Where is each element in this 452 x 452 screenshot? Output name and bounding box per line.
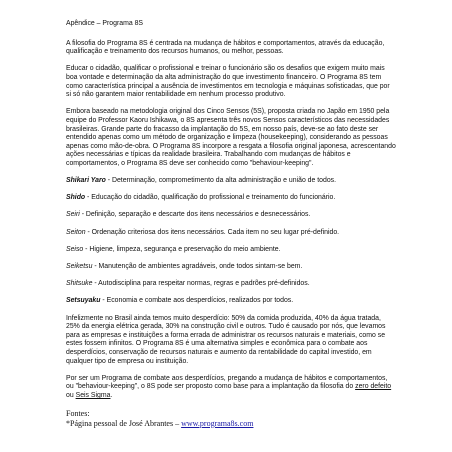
source-text: *Página pessoal de José Abrantes – xyxy=(66,418,182,428)
document-page xyxy=(66,20,396,428)
sense-description: - Educação do cidadão, qualificação do profissional e treinamento do funcionário. xyxy=(85,194,336,202)
sense-description: - Economia e combate aos desperdícios, realizados por todos. xyxy=(100,297,294,305)
sense-description: - Autodisciplina para respeitar normas, regras e padrões pré-definidos. xyxy=(92,280,310,288)
paragraph-conclusion xyxy=(66,375,396,401)
conclusion-connector: ou xyxy=(66,391,76,399)
sense-item xyxy=(66,297,396,306)
sense-item xyxy=(66,263,396,272)
sense-description: - Manutenção de ambientes agradáveis, onde todos sintam-se bem. xyxy=(92,263,303,271)
sense-term: Seiso xyxy=(66,245,84,253)
sense-item xyxy=(66,229,396,238)
sense-item xyxy=(66,194,396,203)
conclusion-end: . xyxy=(110,391,113,399)
sense-term: Seiton xyxy=(66,228,86,236)
sources-label: Fontes: xyxy=(66,409,90,419)
six-sigma-link[interactable]: Seis Sigma xyxy=(75,391,111,399)
sense-item xyxy=(66,211,396,220)
sense-description: - Determinação, comprometimento da alta administração e união de todos. xyxy=(105,177,337,185)
conclusion-text: Por ser um Programa de combate aos desperdícios, pregando a mudança de hábitos e comportamentos, ou "behaviour-keeping", o 8S pode ser proposto como base para a implantação da filosofia do xyxy=(66,374,388,391)
sense-item xyxy=(66,280,396,289)
page-title: Apêndice – Programa 8S xyxy=(66,20,143,27)
sense-item xyxy=(66,246,396,255)
website-link[interactable]: www.programa8s.com xyxy=(181,418,254,428)
sense-item xyxy=(66,177,396,186)
paragraph-history: Embora baseado na metodologia original dos Cinco Sensos (5S), proposta criada no Japão em 1950 pela equipe do Professor Kaoru Ishikawa, o 8S apresenta três novos Sensos característicos das necessidades brasileiras. Grande parte do fracasso da implantação do 5S, em nosso país, deve-se ao fato deste ser entendido apenas como um método de organização e limpeza (housekeeping), considerando as pessoas apenas como mão-de-obra. O Programa 8S incorpore a resgata a filosofia original japonesa, acrescentando ações necessárias e típicas da realidade brasileira. Trabalhando com mudanças de hábitos e comportamentos, o Programa 8S deve ser conhecido como "behaviour-keeping". xyxy=(66,108,396,167)
sense-description: - Higiene, limpeza, segurança e preservação do meio ambiente. xyxy=(83,245,281,253)
paragraph-intro: A filosofia do Programa 8S é centrada na mudança de hábitos e comportamentos, através da educação, qualificação e treinamento dos recursos humanos, ou melhor, pessoas. xyxy=(66,39,385,56)
sense-term: Seiketsu xyxy=(66,263,93,271)
sense-description: - Definição, separação e descarte dos itens necessários e desnecessários. xyxy=(79,211,311,219)
sense-term: Seiri xyxy=(66,211,80,219)
sense-term: Setsuyaku xyxy=(66,297,101,305)
paragraph-challenges: Educar o cidadão, qualificar o profissional e treinar o funcionário são os desafios que exigem muito mais boa vontade e determinação da alta administração do que investimento financeiro. O Programa 8S tem como característica principal a ausência de investimentos em tecnologia e máquinas sofisticadas, que por si só não garantem maior rentabilidade em nenhum processo produtivo. xyxy=(66,65,390,99)
zero-defect-link[interactable]: zero defeito xyxy=(355,383,392,391)
paragraph-waste: Infelizmente no Brasil ainda temos muito desperdício: 50% da comida produzida, 40% da água tratada, 25% da energia elétrica gerada, 30% na construção civil e outros. Tudo é causado por nós, que levamos para as empresas e instituições a forma errada de administrar os recursos naturais e materiais, como se estes fossem infinitos. O Programa 8S é uma alternativa simples e econômica para o combate aos desperdícios, conservação de recursos naturais e aumento da rentabilidade do capital investido, em qualquer tipo de empresa ou instituição. xyxy=(66,314,386,365)
sense-term: Shido xyxy=(66,194,86,202)
sense-description: - Ordenação criteriosa dos itens necessários. Cada item no seu lugar pré-definido. xyxy=(85,228,340,236)
source-item xyxy=(66,419,396,429)
sense-term: Shitsuke xyxy=(66,280,93,288)
sense-term: Shikari Yaro xyxy=(66,177,106,185)
